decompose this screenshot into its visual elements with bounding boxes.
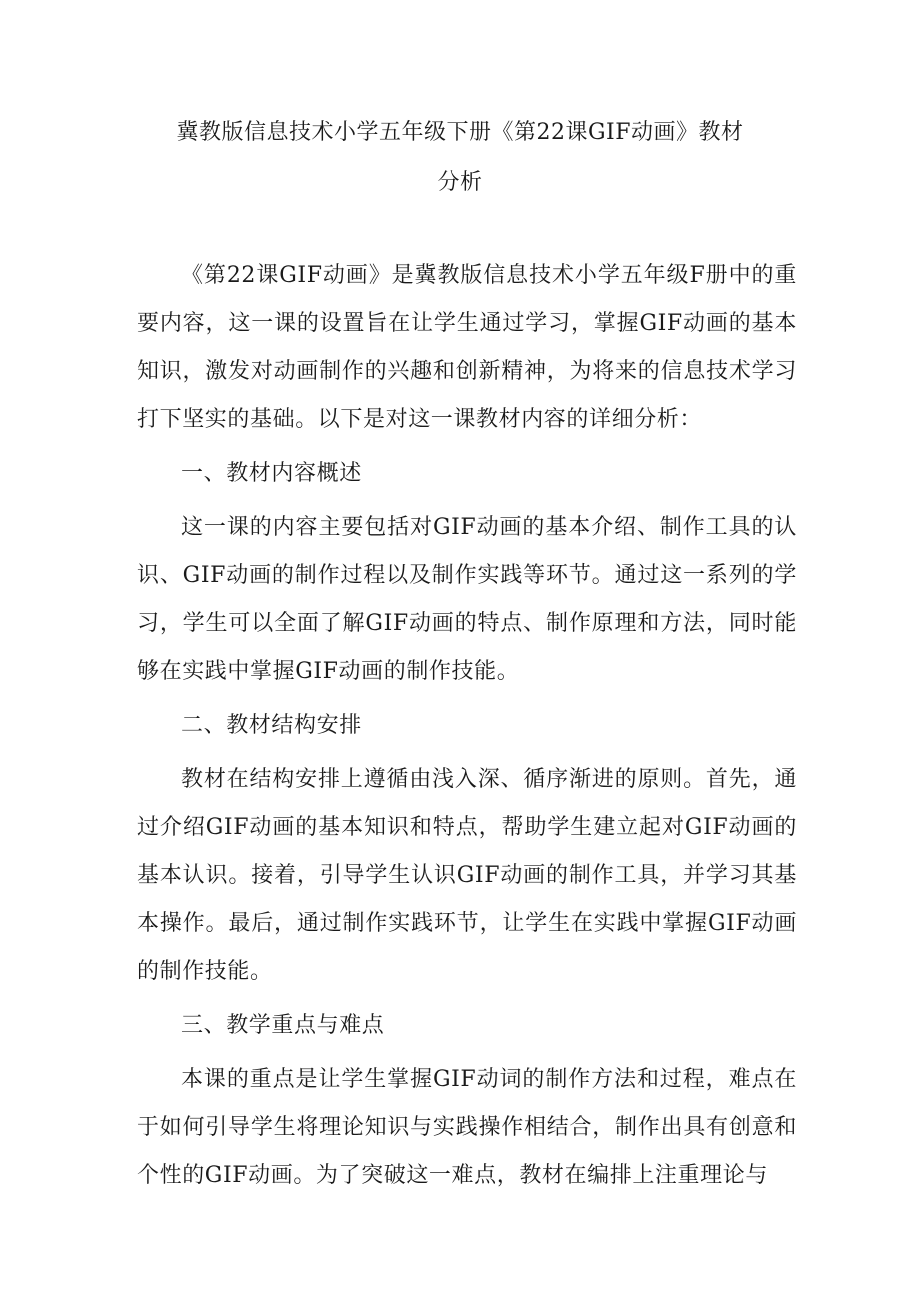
section-3-body: 本课的重点是让学生掌握GIF动词的制作方法和过程，难点在于如何引导学生将理论知识与实践操作相结合，制作出具有创意和个性的GIF动画。为了突破这一难点，教材在编排上注重理论与 [137, 1067, 797, 1188]
title-line-1: 冀教版信息技术小学五年级下册《第22课GIF动画》教材 [176, 120, 744, 145]
section-1-heading: 一、教材内容概述 [181, 461, 362, 486]
section-1-body: 这一课的内容主要包括对GIF动画的基本介绍、制作工具的认识、GIF动画的制作过程以及制作实践等环节。通过这一系列的学习，学生可以全面了解GIF动画的特点、制作原理和方法，同时能够在实践中掌握GIF动画的制作技能。 [137, 515, 797, 684]
title-line-2: 分析 [437, 170, 483, 195]
document-body [137, 252, 797, 1200]
document-title [130, 108, 790, 208]
section-3-heading: 三、教学重点与难点 [181, 1013, 385, 1038]
section-2-body: 教材在结构安排上遵循由浅入深、循序渐进的原则。首先，通过介绍GIF动画的基本知识和特点，帮助学生建立起对GIF动画的基本认识。接着，引导学生认识GIF动画的制作工具，并学习其基本操作。最后，通过制作实践环节，让学生在实践中掌握GIF动画的制作技能。 [137, 767, 797, 984]
intro-paragraph: 《第22课GIF动画》是冀教版信息技术小学五年级F册中的重要内容，这一课的设置旨在让学生通过学习，掌握GIF动画的基本知识，激发对动画制作的兴趣和创新精神，为将来的信息技术学习打下坚实的基础。以下是对这一课教材内容的详细分析： [137, 263, 797, 432]
section-2-heading: 二、教材结构安排 [181, 713, 362, 738]
